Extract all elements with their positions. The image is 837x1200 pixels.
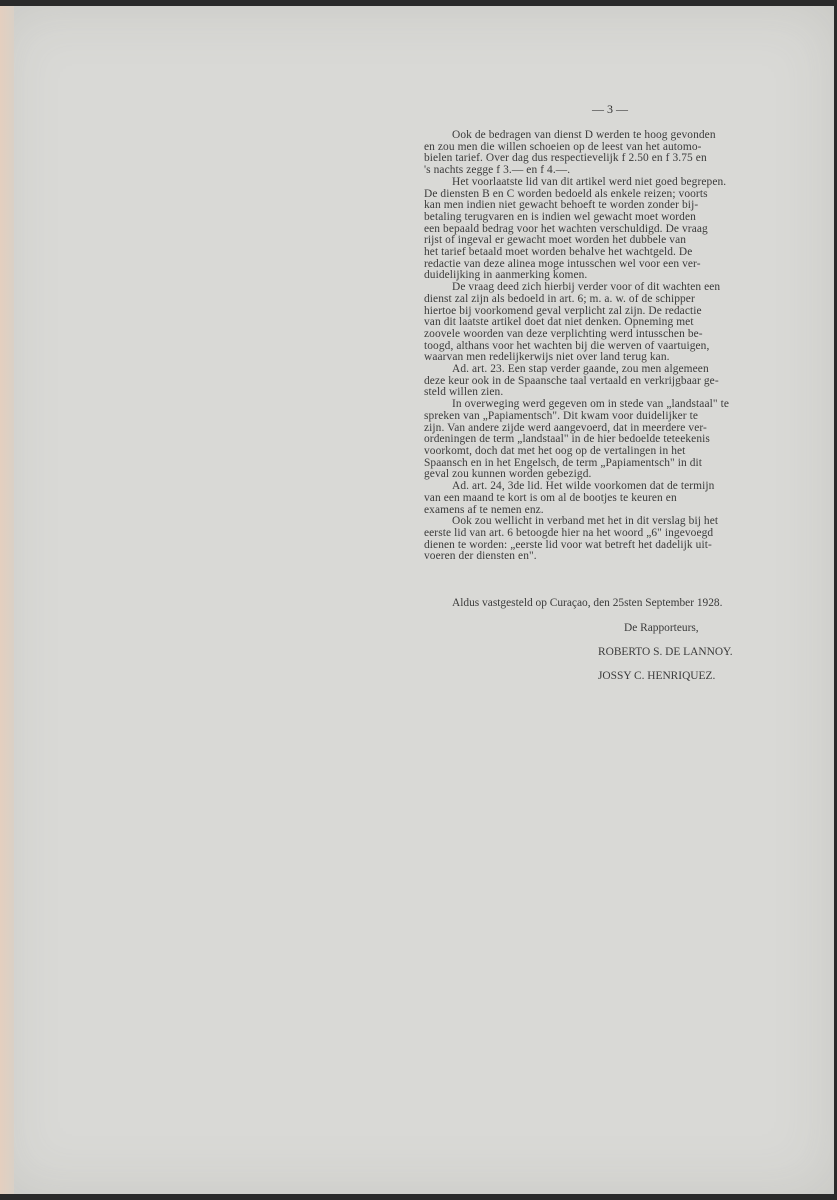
document-page <box>0 6 834 1194</box>
page-number: — 3 — <box>592 102 628 116</box>
text-line: rijst of ingeval er gewacht moet worden het dubbele van <box>424 234 687 247</box>
text-line: Ook zou wellicht in verband met het in dit verslag bij het <box>452 515 719 528</box>
text-line: 's nachts zegge f 3.— en f 4.—. <box>424 164 571 177</box>
text-line: een bepaald bedrag voor het wachten verschuldigd. De vraag <box>424 222 708 235</box>
paragraph <box>424 481 794 516</box>
text-line: geval zou kunnen worden gebezigd. <box>424 468 592 481</box>
text-line: dienst zal zijn als bedoeld in art. 6; m. a. w. of de schipper <box>424 292 695 305</box>
signatory-1: ROBERTO S. DE LANNOY. <box>598 646 733 658</box>
text-line: Ook de bedragen van dienst D werden te hoog gevonden <box>452 129 716 141</box>
text-line: Spaansch en in het Engelsch, de term „Papiamentsch" in dit <box>424 456 703 469</box>
text-line: voeren der diensten en". <box>424 550 537 563</box>
text-line: van een maand te kort is om al de bootjes te keuren en <box>424 491 677 504</box>
paragraph <box>424 130 794 177</box>
text-line: waarvan men redelijkerwijs niet over land terug kan. <box>424 351 670 364</box>
text-line: toogd, althans voor het wachten bij die werven of vaartuigen, <box>424 339 710 352</box>
page-edge <box>0 6 14 1194</box>
text-line: duidelijking in aanmerking komen. <box>424 269 588 282</box>
text-line: betaling terugvaren en is indien wel gewacht moet worden <box>424 210 696 223</box>
text-line: van dit laatste artikel doet dat niet denken. Opneming met <box>424 316 694 329</box>
text-line: zoovele woorden van deze verplichting werd intusschen be- <box>424 327 703 340</box>
paragraph <box>424 364 794 399</box>
signatories-label: De Rapporteurs, <box>624 622 699 634</box>
text-line: zijn. Van andere zijde werd aangevoerd, dat in meerdere ver- <box>424 421 707 434</box>
text-line: De diensten B en C worden bedoeld als enkele reizen; voorts <box>424 187 708 200</box>
text-line: Ad. art. 23. Een stap verder gaande, zou men algemeen <box>452 363 709 376</box>
text-line: examens af te nemen enz. <box>424 503 544 516</box>
text-line: Ad. art. 24, 3de lid. Het wilde voorkomen dat de termijn <box>452 480 715 493</box>
text-line: het tarief betaald moet worden behalve het wachtgeld. De <box>424 246 693 259</box>
text-line: en zou men die willen schoeien op de leest van het automo- <box>424 140 702 153</box>
paragraph <box>424 282 794 364</box>
paragraph <box>424 399 794 481</box>
text-line: bielen tarief. Over dag dus respectievelijk f 2.50 en f 3.75 en <box>424 152 707 165</box>
text-line: Het voorlaatste lid van dit artikel werd niet goed begrepen. <box>452 175 727 188</box>
text-line: redactie van deze alinea moge intusschen wel voor een ver- <box>424 257 701 270</box>
text-line: hiertoe bij voorkomend geval verplicht zal zijn. De redactie <box>424 304 702 317</box>
text-line: De vraag deed zich hierbij verder voor of dit wachten een <box>452 281 721 294</box>
text-column <box>424 130 794 563</box>
text-line: In overweging werd gegeven om in stede van „landstaal" te <box>452 398 729 411</box>
closing-statement: Aldus vastgesteld op Curaçao, den 25sten September 1928. <box>452 597 723 609</box>
text-line: deze keur ook in de Spaansche taal vertaald en verkrijgbaar ge- <box>424 374 719 387</box>
text-line: spreken van „Papiamentsch". Dit kwam voor duidelijker te <box>424 409 699 422</box>
text-line: kan men indien niet gewacht behoeft te worden zonder bij- <box>424 199 699 212</box>
text-line: eerste lid van art. 6 betoogde hier na het woord „6" ingevoegd <box>424 526 714 539</box>
text-line: voorkomt, doch dat met het oog op de vertalingen in het <box>424 444 686 457</box>
paragraph <box>424 516 794 563</box>
paragraph <box>424 177 794 282</box>
text-line: steld willen zien. <box>424 386 504 399</box>
text-line: ordeningen de term „landstaal" in de hier bedoelde teteekenis <box>424 433 710 446</box>
text-line: dienen te worden: „eerste lid voor wat betreft het dadelijk uit- <box>424 538 712 551</box>
signatory-2: JOSSY C. HENRIQUEZ. <box>598 670 716 682</box>
